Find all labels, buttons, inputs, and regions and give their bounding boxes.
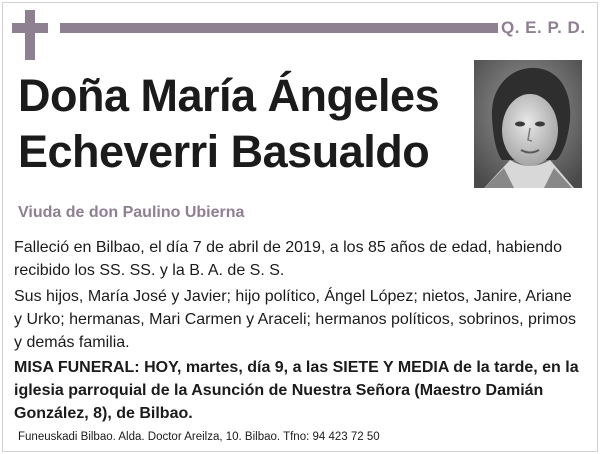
death-announcement: Falleció en Bilbao, el día 7 de abril de 2019, a los 85 años de edad, habiendo recibido los SS. SS. y la B. A. de S. S. [14, 239, 562, 279]
name-line-1: Doña María Ángeles [18, 70, 440, 121]
cross-icon [12, 10, 48, 60]
name-line-2: Echeverri Basualdo [18, 126, 430, 177]
portrait-photo [474, 60, 582, 188]
funeral-home-footer: Funeuskadi Bilbao. Alda. Doctor Areilza, 10. Bilbao. Tfno: 94 423 72 50 [18, 431, 380, 443]
header-rule [60, 23, 498, 33]
qepd-label: Q. E. P. D. [501, 18, 586, 37]
funeral-mass-info: MISA FUNERAL: HOY, martes, día 9, a las SIETE Y MEDIA de la tarde, en la iglesia parroquial de la Asunción de Nuestra Señora (Maestro Damián González, 8), de Bilbao. [14, 359, 579, 422]
widow-subtitle: Viuda de don Paulino Ubierna [18, 204, 245, 221]
family-list: Sus hijos, María José y Javier; hijo político, Ángel López; nietos, Janire, Ariane y Urko; hermanas, Mari Carmen y Araceli; hermanos políticos, sobrinos, primos y demás familia. [14, 288, 576, 351]
deceased-name [18, 68, 468, 180]
